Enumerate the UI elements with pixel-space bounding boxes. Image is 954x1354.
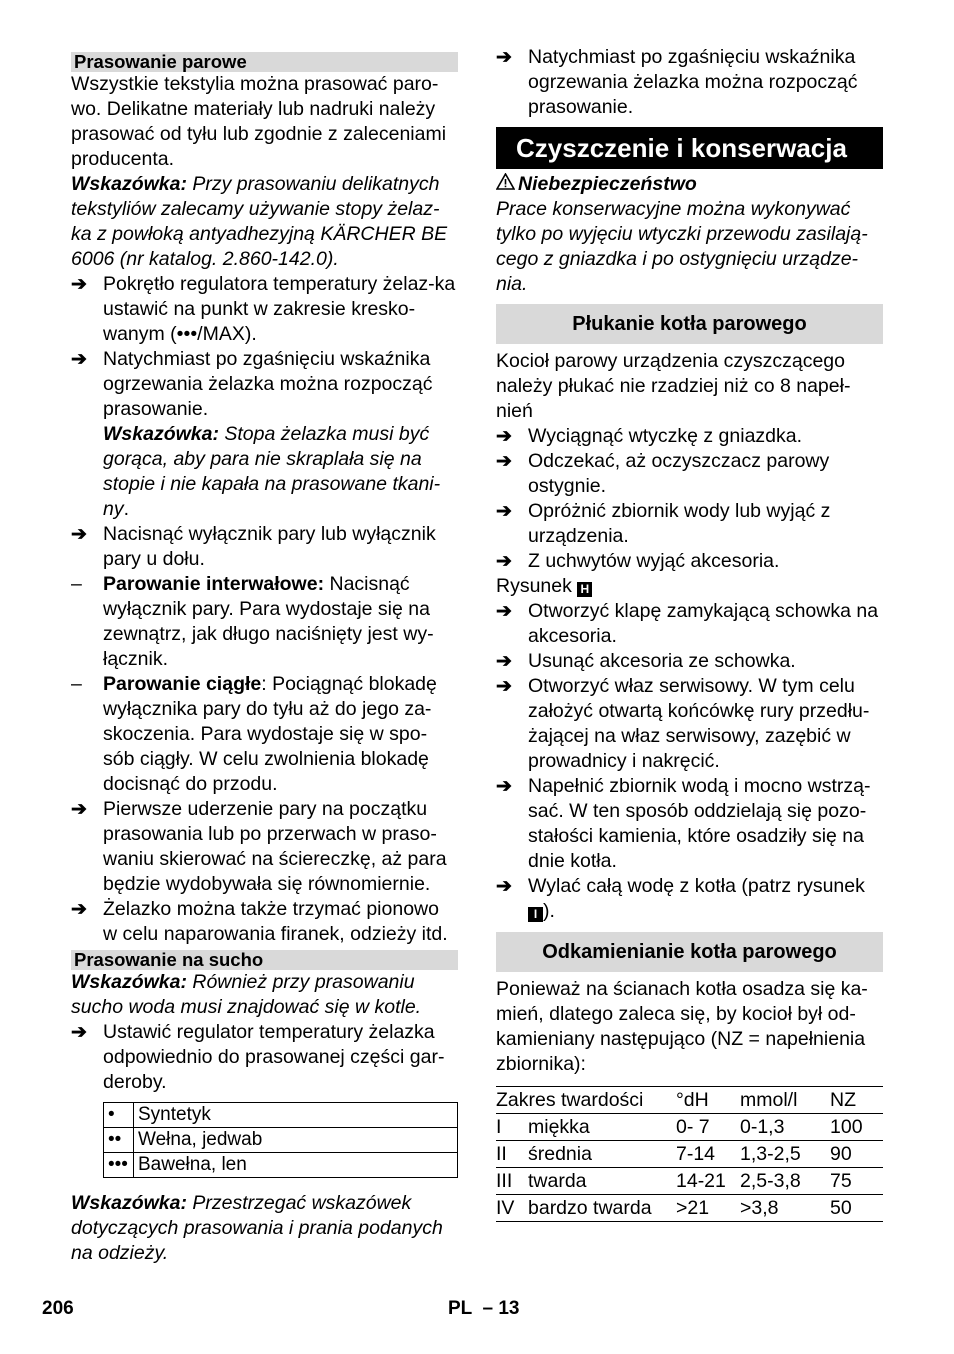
section-title-steam-ironing: Prasowanie parowe [71,52,458,72]
note [71,970,458,1020]
note [71,1191,458,1266]
table-row [496,1114,883,1141]
temperature-dots: • [104,1103,134,1128]
table-cell: 1,3-2,5 [740,1141,830,1168]
table-cell: 2,5-3,8 [740,1168,830,1195]
list-item [496,599,883,649]
arrow-icon: ➔ [71,349,87,370]
note [71,172,458,272]
paragraph: Wszystkie tekstylia można prasować paro-wo. Delikatne materiały lub nadruki należy prasować od tyłu lub zgodnie z zaleceniami producenta. [71,73,447,170]
note-text: Również przy prasowaniu sucho woda musi znajdować się w kotle. [71,971,422,1018]
dash-item [71,672,458,797]
list-item [71,1020,458,1095]
punct: . [123,498,130,520]
dash-item-label: Parowanie ciągłe [103,673,262,695]
list-item [71,797,458,897]
table-cell: 0-1,3 [740,1114,830,1141]
list-item [71,897,458,947]
list-item [496,674,883,774]
list-item-text: Otworzyć właz serwisowy. W tym celu założyć otwartą końcówkę rury przedłu-żającej na właz serwisowy, zazębić w prowadnicy i nakręcić. [528,675,870,772]
table-row [496,1195,883,1222]
list-item [496,499,883,549]
list-item-text: Nacisnąć wyłącznik pary lub wyłącznik pary u dołu. [103,523,436,570]
note-label: Wskazówka: [71,971,187,993]
table-cell: średnia [528,1141,676,1168]
table-row [496,1141,883,1168]
table-cell: 75 [830,1168,883,1195]
arrow-icon: ➔ [496,651,512,672]
list-item-text: Natychmiast po zgaśnięciu wskaźnika ogrzewania żelazka można rozpocząć prasowanie. [103,348,433,420]
figure-label: Rysunek [496,575,578,597]
list-item [71,272,458,347]
list-item [71,347,458,522]
arrow-icon: ➔ [496,47,512,68]
table-cell: 14-21 [676,1168,740,1195]
table-cell: bardzo twarda [528,1195,676,1222]
dash-item-text: : Pociągnąć blokadę wyłącznika pary do tyłu aż do jego za-skoczenia. Para wydostaje się w spo-sób ciągły. W celu zwolnienia blokadę docisnąć do przodu. [103,673,437,795]
list-item-text: Ustawić regulator temperatury żelazka odpowiednio do prasowanej części gar-deroby. [103,1021,445,1093]
chapter-title: Czyszczenie i konserwacja [496,127,883,169]
column-header: °dH [676,1087,740,1114]
left-column [71,50,458,1266]
list-item-text: Pierwsze uderzenie pary na początku prasowania lub po przerwach w praso-waniu skierować na ściereczkę, aż para będzie wydobywała się równomiernie. [103,798,447,895]
section-title-flushing: Płukanie kotła parowego [496,304,883,344]
arrow-icon: ➔ [71,799,87,820]
list-item [496,874,883,924]
note-label: Wskazówka: [103,423,219,445]
danger-heading [496,172,883,197]
table-cell: 50 [830,1195,883,1222]
arrow-icon: ➔ [71,524,87,545]
table-row [104,1103,458,1128]
page-number: 206 [42,1298,74,1319]
warning-icon [496,172,518,197]
table-cell: >21 [676,1195,740,1222]
table-header-row [496,1087,883,1114]
column-header: Zakres twardości [496,1087,676,1114]
list-item [496,45,883,120]
table-cell: miękka [528,1114,676,1141]
arrow-icon: ➔ [71,1022,87,1043]
table-cell: 100 [830,1114,883,1141]
table-cell: 0- 7 [676,1114,740,1141]
list-item-text: Natychmiast po zgaśnięciu wskaźnika ogrzewania żelazka można rozpocząć prasowanie. [528,46,858,118]
column-header: mmol/l [740,1087,830,1114]
arrow-icon: ➔ [71,899,87,920]
list-item [496,424,883,449]
list-item-text: Wylać całą wodę z kotła (patrz rysunek [528,875,865,897]
danger-label: Niebezpieczeństwo [518,173,697,195]
list-item-text: Odczekać, aż oczyszczacz parowy ostygnie. [528,450,830,497]
page-label: PL – 13 [448,1298,520,1319]
figure-i-badge: I [528,907,543,922]
section-title-descaling: Odkamienianie kotła parowego [496,932,883,972]
list-item-text: Otworzyć klapę zamykającą schowka na akcesoria. [528,600,879,647]
table-cell: I [496,1114,528,1141]
note-text: Przestrzegać wskazówek dotyczących prasowania i prania podanych na odzieży. [71,1192,443,1264]
fabric-name: Wełna, jedwab [134,1128,458,1153]
arrow-icon: ➔ [496,876,512,897]
list-item [71,522,458,572]
temperature-dots: •• [104,1128,134,1153]
arrow-icon: ➔ [496,676,512,697]
table-cell: IV [496,1195,528,1222]
list-item-text: Pokrętło regulatora temperatury żelaz-ka ustawić na punkt w zakresie kresko-wanym (•••/MAX). [103,273,456,345]
list-item [496,774,883,874]
list-item [496,649,883,674]
list-item [496,549,883,574]
arrow-icon: ➔ [496,601,512,622]
temperature-dots: ••• [104,1153,134,1178]
dash-item-text: Nacisnąć wyłącznik pary. Para wydostaje się na zewnątrz, jak długo naciśnięty jest wy-łącznik. [103,573,434,670]
note-text: Przy prasowaniu delikatnych tekstyliów zalecamy używanie stopy żelaz-ka z powłoką antyadhezyjną KÄRCHER BE 6006 (nr katalog. 2.860-142.0). [71,173,448,270]
fabric-name: Syntetyk [134,1103,458,1128]
arrow-icon: ➔ [496,551,512,572]
list-item-text: Z uchwytów wyjąć akcesoria. [528,550,780,572]
temperature-table [103,1102,458,1178]
hardness-table [496,1086,883,1222]
table-cell: III [496,1168,528,1195]
dash-item [71,572,458,672]
arrow-icon: ➔ [71,274,87,295]
table-row [496,1168,883,1195]
table-row [104,1128,458,1153]
note-label: Wskazówka: [71,173,187,195]
dash-icon: – [71,673,82,695]
table-cell: twarda [528,1168,676,1195]
arrow-icon: ➔ [496,501,512,522]
column-header: NZ [830,1087,883,1114]
danger-text: Prace konserwacyjne można wykonywać tylko po wyjęciu wtyczki przewodu zasilają-cego z gniazdka i po ostygnięciu urządze-nia. [496,198,868,295]
note-text: Stopa żelazka musi być gorąca, aby para nie skraplała się na stopie i nie kapała na prasowane tkani-ny [103,423,441,520]
right-column [496,45,883,1222]
list-item [496,449,883,499]
section-title-dry-ironing: Prasowanie na sucho [71,950,458,970]
table-cell: II [496,1141,528,1168]
arrow-icon: ➔ [496,426,512,447]
figure-reference [496,574,883,599]
list-item-text: Usunąć akcesoria ze schowka. [528,650,796,672]
dash-item-label: Parowanie interwałowe: [103,573,325,595]
note-label: Wskazówka: [71,1192,187,1214]
list-item-text: Opróżnić zbiornik wody lub wyjąć z urządzenia. [528,500,831,547]
table-cell: 7-14 [676,1141,740,1168]
list-item-text: Wyciągnąć wtyczkę z gniazdka. [528,425,803,447]
dash-icon: – [71,573,82,595]
fabric-name: Bawełna, len [134,1153,458,1178]
arrow-icon: ➔ [496,776,512,797]
arrow-icon: ➔ [496,451,512,472]
table-cell: >3,8 [740,1195,830,1222]
list-item-text: Napełnić zbiornik wodą i mocno wstrzą-sać. W ten sposób oddzielają się pozo-stałości kamienia, które osadziły się na dnie kotła. [528,775,871,872]
punct: ). [543,900,555,922]
paragraph: Ponieważ na ścianach kotła osadza się ka-mień, dlatego zaleca się, by kocioł był od-kamieniany następująco (NZ = napełnienia zbiornika): [496,978,868,1075]
paragraph: Kocioł parowy urządzenia czyszczącego należy płukać nie rzadziej niż co 8 napeł-nień [496,350,851,422]
table-row [104,1153,458,1178]
table-cell: 90 [830,1141,883,1168]
list-item-text: Żelazko można także trzymać pionowo w celu naparowania firanek, odzieży itd. [103,898,448,945]
figure-h-badge: H [577,582,592,597]
